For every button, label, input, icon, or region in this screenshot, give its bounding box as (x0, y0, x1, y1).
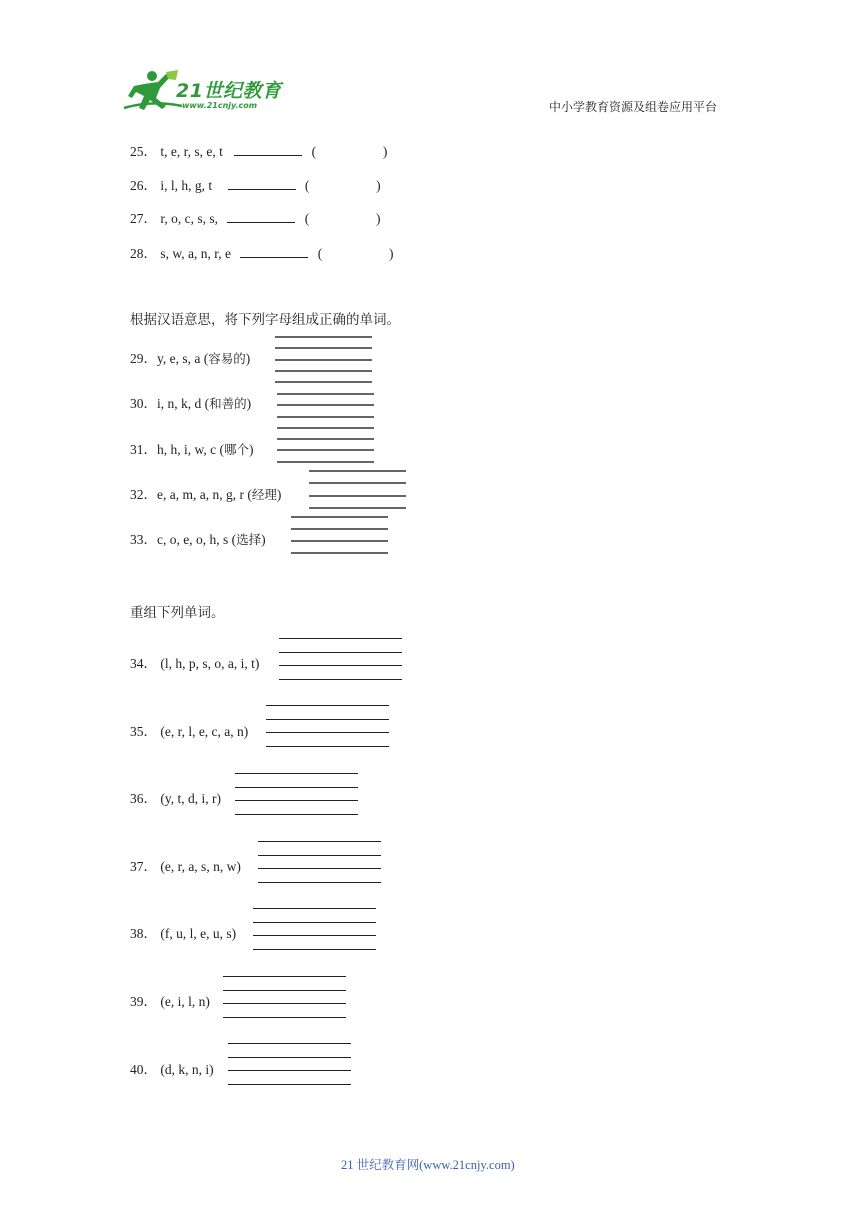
answer-blank[interactable] (240, 245, 308, 258)
list-item: 37． (e, r, a, s, n, w) (130, 859, 241, 874)
item-number: 26． (130, 178, 157, 193)
item-number: 25． (130, 144, 157, 159)
list-item: 31．h, h, i, w, c (哪个) (130, 442, 254, 457)
list-item: 27． r, o, c, s, s, ( ) (130, 211, 381, 226)
chinese-hint: 容易的 (208, 351, 246, 366)
answer-lines[interactable] (277, 438, 374, 462)
section-instruction: 根据汉语意思，将下列字母组成正确的单词。 (130, 312, 400, 328)
answer-lines[interactable] (228, 1043, 351, 1085)
answer-blank[interactable] (228, 177, 296, 190)
logo-title: 21世纪教育 (176, 80, 282, 102)
answer-lines[interactable] (309, 470, 406, 508)
site-logo (122, 68, 292, 114)
list-item: 39． (e, i, l, n) (130, 994, 210, 1009)
list-item: 35． (e, r, l, e, c, a, n) (130, 724, 249, 739)
chinese-hint: 哪个 (224, 442, 250, 457)
chinese-hint: 经理 (251, 487, 277, 502)
answer-lines[interactable] (291, 516, 388, 554)
answer-lines[interactable] (223, 976, 346, 1018)
item-letters: i, l, h, g, t (160, 178, 213, 193)
list-item: 28． s, w, a, n, r, e ( ) (130, 246, 394, 261)
list-item: 25． t, e, r, s, e, t ( ) (130, 144, 388, 159)
item-number: 28． (130, 246, 157, 261)
list-item: 26． i, l, h, g, t ( ) (130, 178, 381, 193)
logo-url: www.21cnjy.com (182, 101, 258, 110)
item-number: 27． (130, 211, 157, 226)
list-item: 29．y, e, s, a (容易的) (130, 351, 251, 366)
item-letters: t, e, r, s, e, t (160, 144, 223, 159)
answer-lines[interactable] (275, 336, 372, 382)
answer-lines[interactable] (277, 393, 374, 428)
list-item: 34． (l, h, p, s, o, a, i, t) (130, 656, 260, 671)
chinese-hint: 和善的 (209, 396, 247, 411)
answer-lines[interactable] (253, 908, 376, 950)
header-platform-text: 中小学教育资源及组卷应用平台 (549, 100, 718, 114)
list-item: 33．c, o, e, o, h, s (选择) (130, 532, 266, 547)
item-letters: s, w, a, n, r, e (160, 246, 231, 261)
answer-lines[interactable] (235, 773, 358, 815)
answer-blank[interactable] (234, 143, 302, 156)
footer-link[interactable]: 21 世纪教育网(www.21cnjy.com) (341, 1158, 515, 1172)
chinese-hint: 选择 (236, 532, 262, 547)
answer-lines[interactable] (279, 638, 402, 680)
answer-blank[interactable] (227, 210, 295, 223)
list-item: 30．i, n, k, d (和善的) (130, 396, 252, 411)
section-instruction: 重组下列单词。 (130, 605, 225, 621)
answer-lines[interactable] (266, 705, 389, 747)
list-item: 32．e, a, m, a, n, g, r (经理) (130, 487, 282, 502)
item-letters: r, o, c, s, s, (160, 211, 218, 226)
list-item: 36． (y, t, d, i, r) (130, 791, 221, 806)
list-item: 40． (d, k, n, i) (130, 1062, 214, 1077)
list-item: 38． (f, u, l, e, u, s) (130, 926, 237, 941)
answer-lines[interactable] (258, 841, 381, 883)
